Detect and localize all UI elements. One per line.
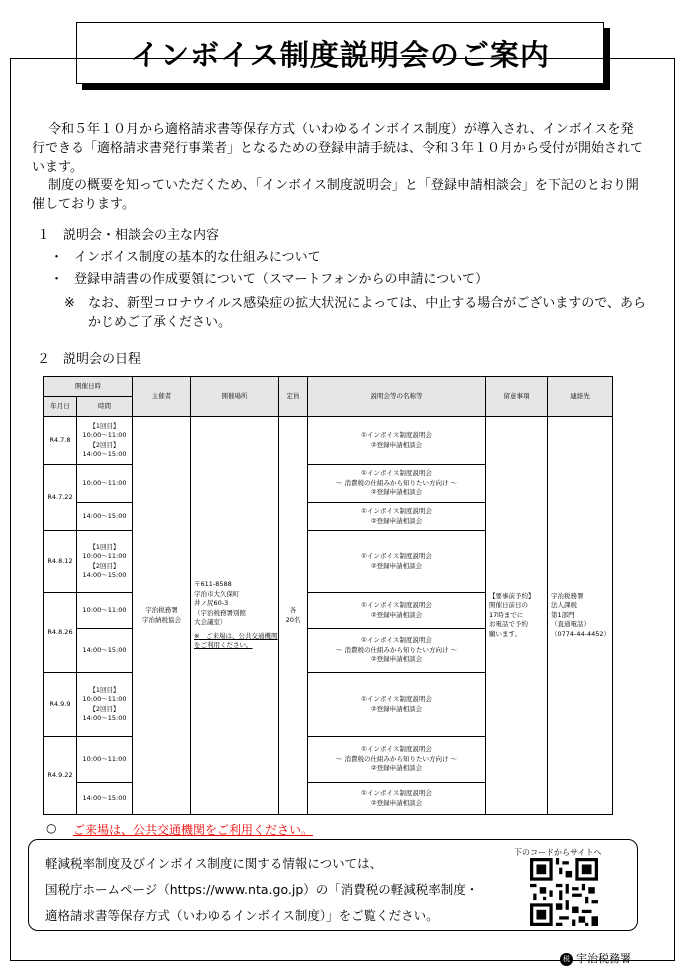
- venue-note: ※ ご来場は、公共交通機関をご利用ください。: [194, 631, 278, 650]
- note-mark: ※: [64, 296, 75, 311]
- header-time: 時間: [77, 397, 133, 417]
- event-line: ②登録申請相談会: [370, 655, 423, 664]
- venue-address: 〒611-8588 宇治市大久保町 井ノ尻60-3 （宇治税務署別館 大会議室）: [194, 580, 246, 627]
- event-subtitle: ～ 消費税の仕組みから知りたい方向け ～: [335, 754, 458, 763]
- footer-office-name: 宇治税務署: [576, 952, 631, 965]
- section1-heading: １ 説明会・相談会の主な内容: [37, 228, 220, 243]
- bullet-mark: ・: [50, 272, 64, 287]
- page-title: インボイス制度説明会のご案内: [130, 38, 550, 72]
- event-name-cell: ①インボイス制度説明会 ②登録申請相談会: [308, 417, 486, 465]
- time-cell: 【1回目】 10:00～11:00 【2回目】 14:00～15:00: [77, 417, 133, 465]
- capacity-cell: 各 20名: [279, 417, 308, 815]
- header-datetime: 開催日時: [44, 377, 133, 397]
- footer-office: [560, 950, 631, 966]
- time-cell: 【1回目】 10:00～11:00 【2回目】 14:00～15:00: [77, 673, 133, 737]
- event-subtitle: ～ 消費税の仕組みから知りたい方向け ～: [335, 645, 458, 654]
- schedule-table: [43, 376, 613, 815]
- date-cell: R4.7.8: [44, 417, 77, 465]
- event-name-cell: ①インボイス制度説明会 ②登録申請相談会: [308, 783, 486, 815]
- header-organizer: 主催者: [133, 377, 191, 417]
- time-cell: 10:00～11:00: [77, 737, 133, 783]
- event-name-cell: ①インボイス制度説明会 ②登録申請相談会: [308, 531, 486, 593]
- event-line: ①インボイス制度説明会: [361, 636, 432, 645]
- event-line: ②登録申請相談会: [370, 488, 423, 497]
- section1-item-1: インボイス制度の基本的な仕組みについて: [74, 250, 321, 265]
- event-name-cell: [308, 737, 486, 783]
- time-cell: 【1回目】 10:00～11:00 【2回目】 14:00～15:00: [77, 531, 133, 593]
- time-cell: 14:00～15:00: [77, 503, 133, 531]
- notes-cell: 【要事前予約】 開催日前日の 17時までに お電話で予約 願います。: [486, 417, 548, 815]
- bullet-mark: ・: [50, 250, 64, 265]
- time-cell: 14:00～15:00: [77, 629, 133, 673]
- organizer-cell: 宇治税務署 宇治納税協会: [133, 417, 191, 815]
- event-line: ①インボイス制度説明会: [361, 469, 432, 478]
- intro-paragraph-1: 令和５年１０月から適格請求書等保存方式（いわゆるインボイス制度）が導入され、インボイスを発行できる「適格請求書発行事業者」となるための登録申請手続は、令和３年１０月から受付が開始されています。: [32, 122, 644, 175]
- section1-note: なお、新型コロナウイルス感染症の拡大状況によっては、中止する場合がございますので、あらかじめご了承ください。: [88, 296, 646, 330]
- tax-office-seal-icon: 税: [560, 953, 573, 966]
- qr-code-icon[interactable]: [530, 858, 598, 926]
- header-capacity: 定員: [279, 377, 308, 417]
- time-cell: 14:00～15:00: [77, 783, 133, 815]
- event-name-cell: ①インボイス制度説明会 ②登録申請相談会: [308, 503, 486, 531]
- event-name-cell: ①インボイス制度説明会 ②登録申請相談会: [308, 673, 486, 737]
- event-name-cell: ①インボイス制度説明会 ②登録申請相談会: [308, 593, 486, 629]
- date-cell: R4.9.9: [44, 673, 77, 737]
- event-name-cell: [308, 629, 486, 673]
- date-cell: R4.7.22: [44, 465, 77, 531]
- date-cell: R4.8.12: [44, 531, 77, 593]
- header-date: 年月日: [44, 397, 77, 417]
- qr-label: 下のコードからサイトへ: [514, 848, 602, 857]
- header-notes: 留意事項: [486, 377, 548, 417]
- section2-heading: ２ 説明会の日程: [37, 352, 142, 367]
- info-line-1: 軽減税率制度及びインボイス制度に関する情報については、: [45, 856, 383, 871]
- date-cell: R4.8.26: [44, 593, 77, 673]
- info-line-2: 国税庁ホームページ（https://www.nta.go.jp）の「消費税の軽減税率制度・: [45, 882, 479, 897]
- header-name: 説明会等の名称等: [308, 377, 486, 417]
- date-cell: R4.9.22: [44, 737, 77, 815]
- header-contact: 連絡先: [548, 377, 613, 417]
- venue-cell: [191, 417, 279, 815]
- event-subtitle: ～ 消費税の仕組みから知りたい方向け ～: [335, 478, 458, 487]
- event-line: ①インボイス制度説明会: [361, 745, 432, 754]
- time-cell: 10:00～11:00: [77, 593, 133, 629]
- red-note: ご来場は、公共交通機関をご利用ください。: [73, 823, 314, 837]
- time-cell: 10:00～11:00: [77, 465, 133, 503]
- contact-cell: 宇治税務署 法人課税 第1部門 （直通電話） （0774-44-4452）: [548, 417, 613, 815]
- event-line: ②登録申請相談会: [370, 764, 423, 773]
- header-venue: 開催場所: [191, 377, 279, 417]
- info-line-3: 適格請求書等保存方式（いわゆるインボイス制度）」をご覧ください。: [45, 908, 439, 923]
- event-name-cell: [308, 465, 486, 503]
- section1-item-2: 登録申請書の作成要領について（スマートフォンからの申請について）: [74, 272, 489, 287]
- red-note-mark: ○: [46, 821, 57, 835]
- intro-paragraph-2: 制度の概要を知っていただくため、「インボイス制度説明会」と「登録申請相談会」を下記のとおり開催しております。: [32, 178, 639, 212]
